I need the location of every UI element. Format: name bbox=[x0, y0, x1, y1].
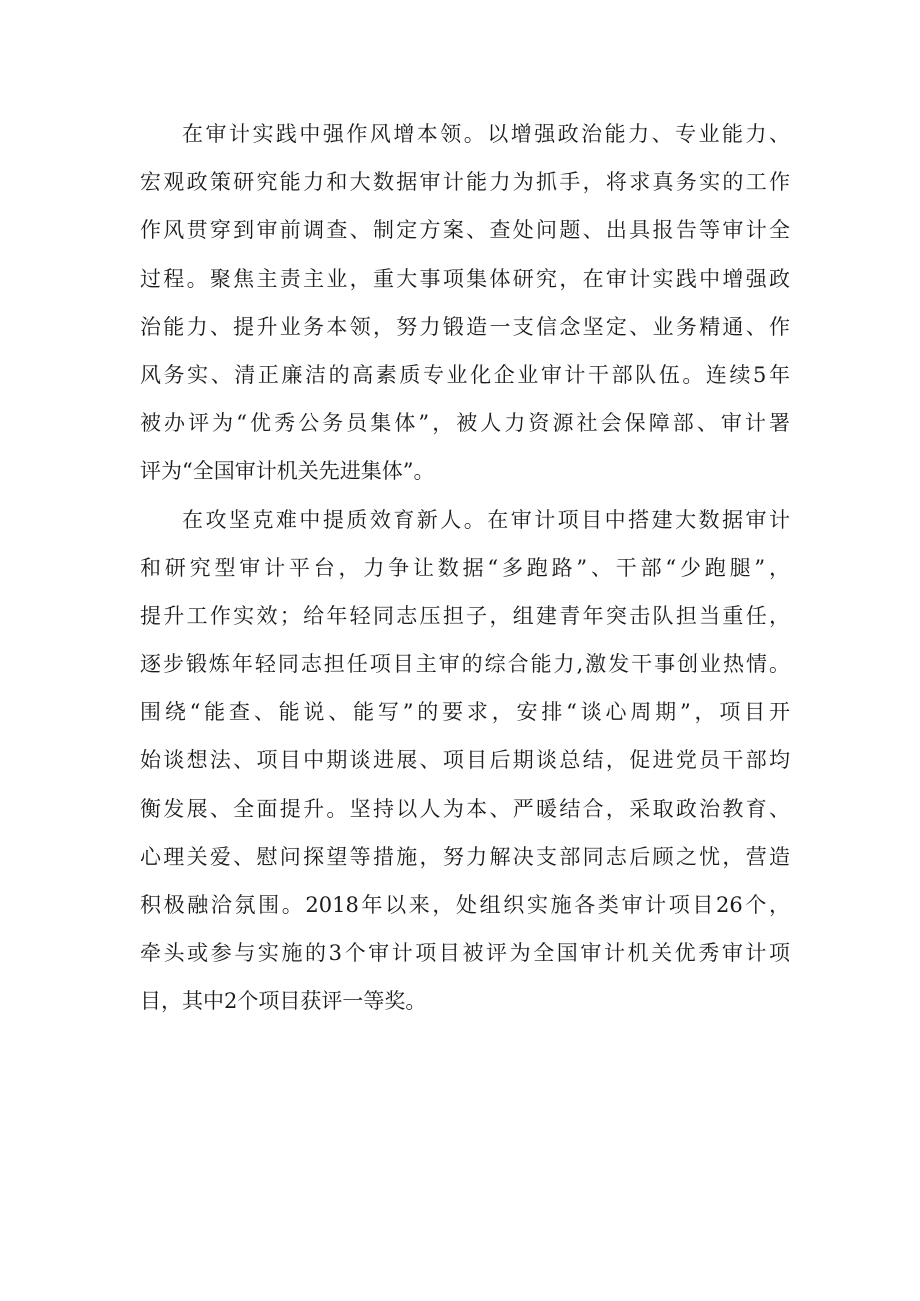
document-body bbox=[140, 110, 790, 1026]
text-line: 作风贯穿到审前调查、制定方案、查处问题、出具报告等审计全 bbox=[140, 218, 790, 243]
text-line: 始谈想法、项目中期谈进展、项目后期谈总结，促进党员干部均 bbox=[140, 748, 790, 773]
text-line: 逐步锻炼年轻同志担任项目主审的综合能力,激发干事创业热情。 bbox=[140, 652, 790, 677]
paragraph-2 bbox=[140, 496, 790, 1026]
text-line: 在审计实践中强作风增本领。以增强政治能力、专业能力、 bbox=[182, 122, 790, 146]
text-line: 风务实、清正廉洁的高素质专业化企业审计干部队伍。连续5年 bbox=[140, 362, 790, 387]
text-line: 过程。聚焦主责主业，重大事项集体研究，在审计实践中增强政 bbox=[140, 266, 790, 291]
text-line: 围绕“能查、能说、能写”的要求，安排“谈心周期”，项目开 bbox=[140, 700, 790, 725]
text-line: 衡发展、全面提升。坚持以人为本、严暖结合，采取政治教育、 bbox=[140, 796, 790, 821]
text-line: 评为“全国审计机关先进集体”。 bbox=[140, 459, 435, 484]
text-line: 在攻坚克难中提质效育新人。在审计项目中搭建大数据审计 bbox=[182, 507, 790, 532]
text-line: 提升工作实效；给年轻同志压担子，组建青年突击队担当重任， bbox=[140, 603, 790, 628]
text-line: 治能力、提升业务本领，努力锻造一支信念坚定、业务精通、作 bbox=[140, 314, 790, 339]
text-line: 心理关爱、慰问探望等措施，努力解决支部同志后顾之忧，营造 bbox=[140, 844, 790, 869]
text-line: 积极融洽氛围。2018年以来，处组织实施各类审计项目26个， bbox=[140, 893, 790, 917]
paragraph-1 bbox=[140, 110, 790, 496]
text-line: 牵头或参与实施的3个审计项目被评为全国审计机关优秀审计项 bbox=[140, 941, 790, 966]
text-line: 目，其中2个项目获评一等奖。 bbox=[140, 989, 427, 1014]
text-line: 被办评为“优秀公务员集体”，被人力资源社会保障部、审计署 bbox=[140, 411, 790, 436]
text-line: 宏观政策研究能力和大数据审计能力为抓手，将求真务实的工作 bbox=[140, 170, 790, 195]
text-line: 和研究型审计平台，力争让数据“多跑路”、干部“少跑腿”， bbox=[140, 555, 790, 580]
